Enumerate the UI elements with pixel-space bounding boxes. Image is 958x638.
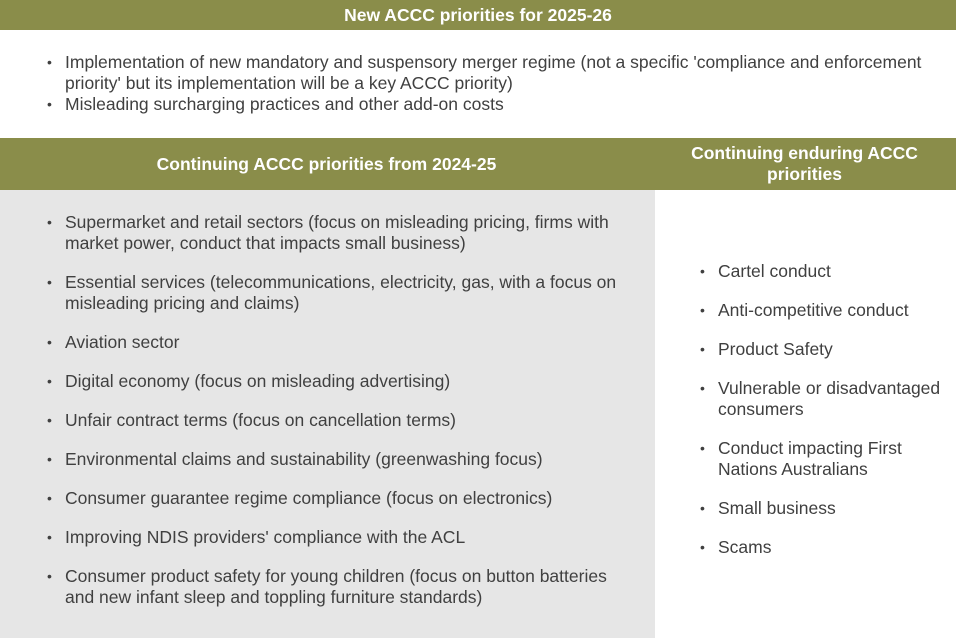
continuing-priorities-header bbox=[0, 138, 653, 190]
new-priorities-header bbox=[0, 0, 956, 30]
list-item: • Essential services (telecommunications, electricity, gas, with a focus on misleading pricing and claims) bbox=[65, 272, 640, 314]
list-item: • Digital economy (focus on misleading advertising) bbox=[65, 371, 640, 392]
continuing-priorities-panel bbox=[0, 190, 655, 638]
continuing-priorities-list bbox=[65, 212, 640, 626]
new-priorities-title: New ACCC priorities for 2025-26 bbox=[344, 4, 612, 25]
list-item: • Misleading surcharging practices and other add-on costs bbox=[65, 94, 950, 115]
new-priorities-list bbox=[65, 52, 950, 115]
list-item: • Small business bbox=[718, 498, 953, 519]
continuing-priorities-title: Continuing ACCC priorities from 2024-25 bbox=[156, 153, 497, 174]
list-item: • Implementation of new mandatory and suspensory merger regime (not a specific 'compliance and enforcement priority' but its implementation will be a key ACCC priority) bbox=[65, 52, 950, 94]
list-item: • Consumer product safety for young children (focus on button batteries and new infant sleep and toppling furniture standards) bbox=[65, 566, 640, 608]
list-item: • Cartel conduct bbox=[718, 261, 953, 282]
list-item: • Consumer guarantee regime compliance (focus on electronics) bbox=[65, 488, 640, 509]
enduring-priorities-title: Continuing enduring ACCC priorities bbox=[691, 143, 918, 184]
list-item: • Improving NDIS providers' compliance with the ACL bbox=[65, 527, 640, 548]
list-item: • Anti-competitive conduct bbox=[718, 300, 953, 321]
list-item: • Scams bbox=[718, 537, 953, 558]
list-item: • Aviation sector bbox=[65, 332, 640, 353]
enduring-priorities-list bbox=[718, 261, 953, 576]
list-item: • Supermarket and retail sectors (focus on misleading pricing, firms with market power, conduct that impacts small business) bbox=[65, 212, 640, 254]
enduring-priorities-header bbox=[653, 138, 956, 190]
list-item: • Environmental claims and sustainability (greenwashing focus) bbox=[65, 449, 640, 470]
list-item: • Product Safety bbox=[718, 339, 953, 360]
list-item: • Conduct impacting First Nations Australians bbox=[718, 438, 953, 480]
list-item: • Unfair contract terms (focus on cancellation terms) bbox=[65, 410, 640, 431]
list-item: • Vulnerable or disadvantaged consumers bbox=[718, 378, 953, 420]
